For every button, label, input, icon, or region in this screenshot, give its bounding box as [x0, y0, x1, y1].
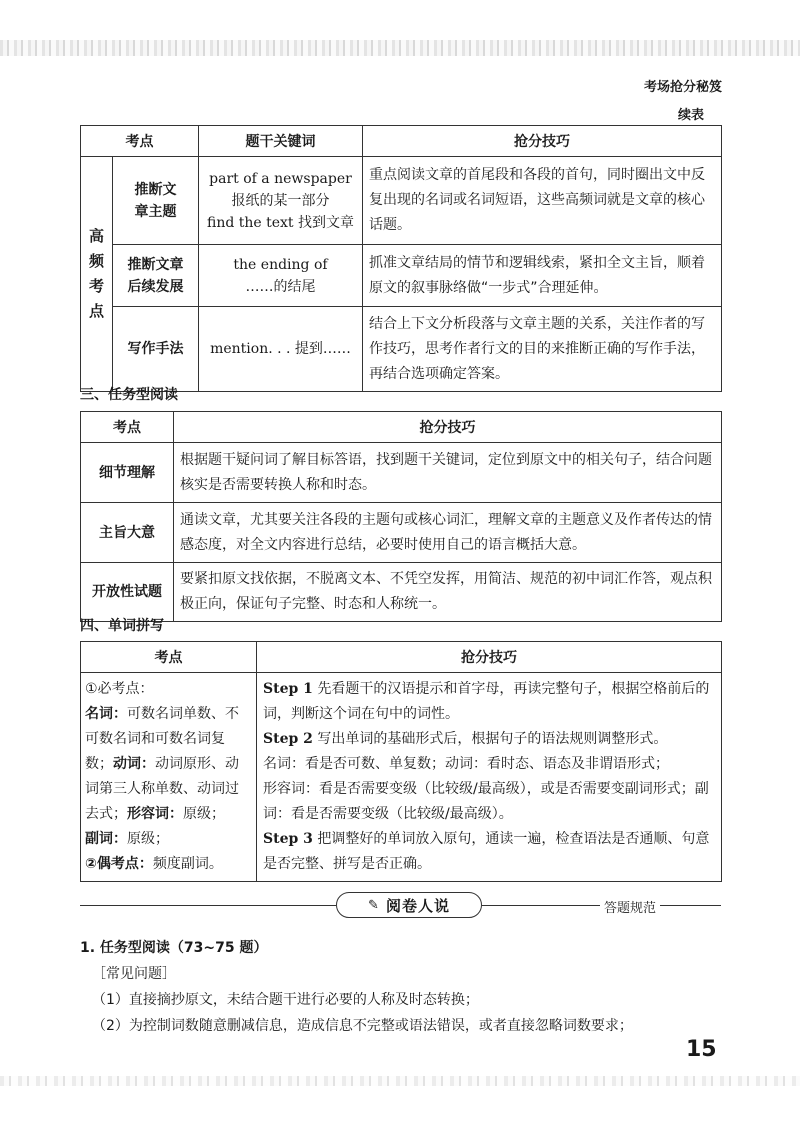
- occasional-test-line: [85, 852, 252, 877]
- tip-cell: [174, 563, 722, 622]
- must-test-heading: ①必考点：: [85, 681, 154, 697]
- word-spelling-table: [80, 641, 722, 882]
- keyword-cell: [199, 307, 363, 392]
- step2: [263, 727, 715, 752]
- common-problems-label: ［常见问题］: [92, 966, 176, 982]
- point-cell: [81, 503, 174, 563]
- running-header: 考场抢分秘笈: [643, 80, 722, 95]
- page-number: 15: [686, 1037, 717, 1062]
- outer-category: [81, 157, 113, 392]
- point-text: 后续发展: [127, 278, 184, 295]
- header-tips: 抢分技巧: [363, 126, 722, 157]
- keyword-text: find the text 找到文章: [206, 214, 355, 231]
- pen-icon: ✎: [368, 897, 380, 913]
- table-row: [81, 307, 722, 392]
- table-row: [81, 673, 722, 882]
- tip-text: 根据题干疑问词了解目标答语，找到题干关键词，定位到原文中的相关句子，结合问题核实是否需要转换人称和时态。: [180, 451, 712, 493]
- step3: [263, 827, 715, 877]
- outer-char: 频: [88, 252, 104, 270]
- keyword-text: mention. . . 提到……: [210, 341, 351, 357]
- adj-adv-rule: 形容词：看是否需要变级（比较级/最高级），或是否需要变副词形式；副词：看是否需要变级（比较级/最高级）。: [263, 781, 709, 822]
- point-cell: [113, 157, 199, 245]
- point-cell: [81, 563, 174, 622]
- point-text: 开放性试题: [92, 584, 162, 600]
- body-text: [80, 935, 720, 1039]
- task-reading-table: [80, 411, 722, 622]
- tip-cell: [257, 673, 722, 882]
- tip-cell: [174, 503, 722, 563]
- point-text: 细节理解: [99, 464, 155, 481]
- section-title-task-reading: 三、任务型阅读: [80, 387, 178, 403]
- table-row: [81, 563, 722, 622]
- outer-char: 点: [88, 302, 104, 320]
- adv-label: 副词：: [85, 831, 127, 847]
- point-text: 推断文: [134, 181, 177, 198]
- header-tips: 抢分技巧: [174, 412, 722, 443]
- noun-label: 名词：: [85, 706, 127, 722]
- high-frequency-table: [80, 125, 722, 392]
- banner-title: 阅卷人说: [385, 896, 450, 915]
- adj-label: 形容词：: [127, 806, 183, 822]
- adv-text: 原级；: [127, 831, 169, 847]
- scan-top-edge: [0, 40, 800, 56]
- table-header-row: [81, 412, 722, 443]
- verb-label: 动词：: [113, 756, 155, 772]
- banner-badge: [336, 892, 482, 918]
- point-cell: [81, 443, 174, 503]
- header-tips: 抢分技巧: [257, 642, 722, 673]
- table-row: [81, 443, 722, 503]
- keyword-cell: [199, 245, 363, 307]
- continued-label: 续表: [677, 108, 704, 123]
- header-keywords: 题干关键词: [199, 126, 363, 157]
- outer-char: 高: [88, 227, 104, 245]
- noun-text: 可数名词单数、不可数名词和可数名词复数；: [85, 706, 239, 772]
- keyword-text: 报纸的某一部分: [231, 192, 330, 209]
- occasional-text: 频度副词。: [152, 856, 223, 872]
- noun-verb-rule: 名词：看是否可数、单复数；动词：看时态、语态及非谓语形式；: [263, 756, 669, 772]
- grader-banner: [80, 890, 721, 920]
- header-point: 考点: [81, 126, 199, 157]
- point-text: 主旨大意: [99, 524, 155, 541]
- keyword-text: the ending of: [233, 256, 328, 273]
- keyword-cell: [199, 157, 363, 245]
- tip-cell: [363, 245, 722, 307]
- table-header-row: [81, 126, 722, 157]
- tip-text: 要紧扣原文找依据，不脱离文本、不凭空发挥，用简洁、规范的初中词汇作答，观点积极正向，保证句子完整、时态和人称统一。: [180, 571, 712, 612]
- point-text: 写作手法: [127, 341, 184, 357]
- step1: [263, 677, 715, 727]
- table-row: [81, 503, 722, 563]
- step2-label: Step 2: [263, 731, 313, 747]
- keyword-text: part of a newspaper: [209, 170, 352, 187]
- point-text: 推断文章: [127, 256, 184, 273]
- header-point: 考点: [81, 642, 257, 673]
- tip-text: 结合上下文分析段落与文章主题的关系，关注作者的写作技巧，思考作者行文的目的来推断正确的写作手法，再结合选项确定答案。: [369, 315, 705, 382]
- outer-char: 考: [88, 277, 104, 295]
- body-heading: 1. 任务型阅读（73~75 题）: [80, 940, 268, 956]
- point-text: 章主题: [134, 203, 177, 220]
- step3-text: 把调整好的单词放入原句，通读一遍，检查语法是否通顺、句意是否完整、拼写是否正确。: [263, 831, 710, 872]
- table-row: [81, 157, 722, 245]
- tip-cell: [174, 443, 722, 503]
- banner-tag: 答题规范: [600, 897, 660, 916]
- point-cell: [113, 245, 199, 307]
- verb-text: 动词原形、动词第三人称单数、动词过去式；: [85, 756, 239, 822]
- step1-label: Step 1: [263, 681, 313, 697]
- adj-text: 原级；: [183, 806, 225, 822]
- tip-cell: [363, 157, 722, 245]
- header-point: 考点: [81, 412, 174, 443]
- step1-text: 先看题干的汉语提示和首字母，再读完整句子，根据空格前后的词，判断这个词在句中的词性。: [263, 681, 710, 722]
- point-cell: [81, 673, 257, 882]
- adverb-line: [85, 827, 252, 852]
- table-row: [81, 245, 722, 307]
- tip-cell: [363, 307, 722, 392]
- occasional-heading: ②偶考点：: [85, 856, 153, 872]
- section-title-word-spelling: 四、单词拼写: [80, 618, 164, 634]
- point-cell: [113, 307, 199, 392]
- table-header-row: [81, 642, 722, 673]
- problem-item: （1）直接摘抄原文，未结合题干进行必要的人称及时态转换；: [92, 992, 479, 1008]
- step2-text: 写出单词的基础形式后，根据句子的语法规则调整形式。: [312, 731, 668, 747]
- scan-bottom-edge: [0, 1076, 800, 1086]
- problem-item: （2）为控制词数随意删减信息，造成信息不完整或语法错误，或者直接忽略词数要求；: [92, 1018, 633, 1034]
- step3-label: Step 3: [263, 831, 313, 847]
- keyword-text: ……的结尾: [245, 278, 316, 295]
- tip-text: 重点阅读文章的首尾段和各段的首句，同时圈出文中反复出现的名词或名词短语，这些高频词就是文章的核心话题。: [369, 167, 705, 233]
- banner-rule-left: [80, 905, 336, 906]
- tip-text: 抓准文章结局的情节和逻辑线索，紧扣全文主旨，顺着原文的叙事脉络做“一步式”合理延伸。: [369, 254, 705, 296]
- must-test-items: [85, 702, 252, 827]
- tip-text: 通读文章，尤其要关注各段的主题句或核心词汇，理解文章的主题意义及作者传达的情感态度，对全文内容进行总结，必要时使用自己的语言概括大意。: [180, 511, 712, 553]
